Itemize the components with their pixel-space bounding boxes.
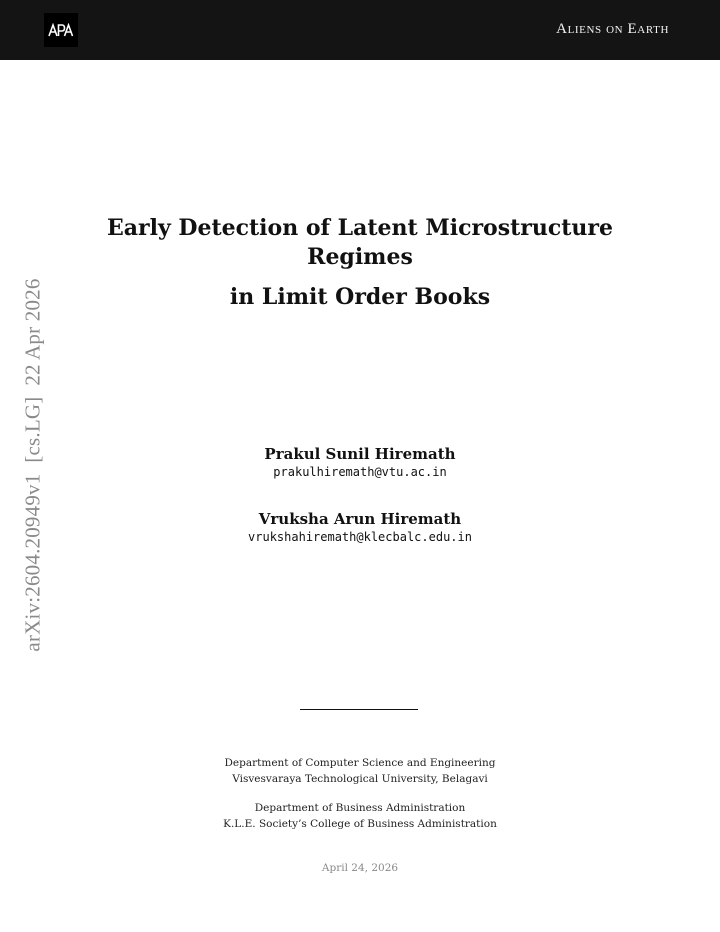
arxiv-identifier: arXiv:2604.20949v1 [cs.LG] 22 Apr 2026 bbox=[20, 278, 45, 652]
author-name: Prakul Sunil Hiremath bbox=[264, 445, 456, 463]
author-email[interactable]: vrukshahiremath@klecbalc.edu.in bbox=[248, 530, 472, 544]
logo-icon bbox=[48, 23, 74, 37]
author-email[interactable]: prakulhiremath@vtu.ac.in bbox=[273, 465, 447, 479]
affiliation bbox=[110, 755, 610, 787]
author-name: Vruksha Arun Hiremath bbox=[258, 510, 462, 528]
author-block bbox=[160, 510, 560, 546]
affiliation-institution: Visvesvaraya Technological University, Belagavi bbox=[232, 773, 488, 785]
logo bbox=[44, 13, 78, 47]
affiliation bbox=[110, 800, 610, 832]
publication-date: April 24, 2026 bbox=[321, 862, 399, 874]
paper-title-line-1: Early Detection of Latent Microstructure bbox=[106, 215, 614, 241]
affiliation-department: Department of Business Administration bbox=[254, 802, 466, 814]
affiliation-institution: K.L.E. Society’s College of Business Administration bbox=[223, 818, 497, 830]
affiliation-department: Department of Computer Science and Engineering bbox=[224, 757, 496, 769]
author-block bbox=[160, 445, 560, 481]
paper-title-line-2: Regimes bbox=[307, 244, 413, 270]
header-bar bbox=[0, 0, 720, 60]
paper-title-line-3: in Limit Order Books bbox=[229, 284, 491, 310]
brand-name: Aliens on Earth bbox=[556, 21, 669, 37]
divider-rule bbox=[300, 709, 418, 710]
